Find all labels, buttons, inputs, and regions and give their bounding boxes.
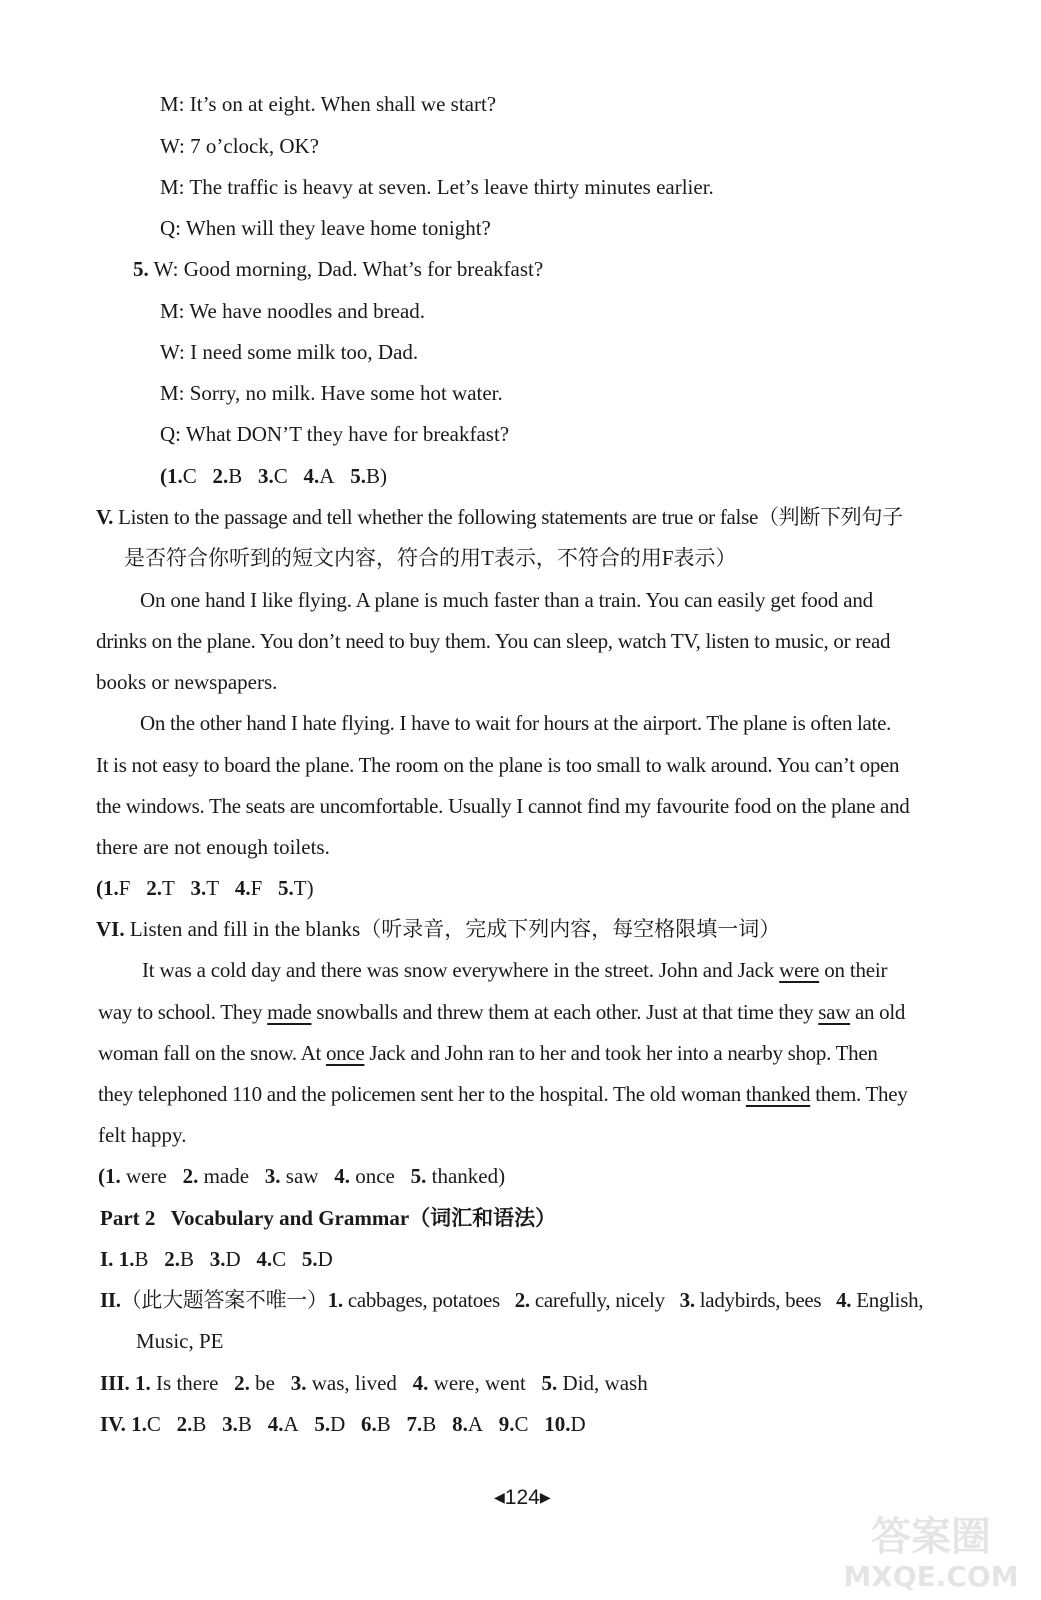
answer-number: 10.: [544, 1412, 571, 1436]
answer-value: Is there: [156, 1371, 219, 1395]
passage-line: the windows. The seats are uncomfortable. Usually I cannot find my favourite food on the plane and: [96, 794, 910, 818]
answer-number: 3.: [679, 1288, 695, 1312]
answer-value: A: [283, 1412, 299, 1436]
answer-number: 5.: [541, 1371, 558, 1395]
answer-value: thanked): [431, 1164, 506, 1188]
passage-line: drinks on the plane. You don’t need to buy them. You can sleep, watch TV, listen to music, or read: [96, 629, 891, 653]
filled-blank: made: [267, 1000, 312, 1024]
section-number: III.: [100, 1371, 130, 1395]
answer-number: 1.: [131, 1412, 147, 1436]
answer-value: D: [317, 1247, 333, 1271]
answer-value: made: [203, 1164, 250, 1188]
passage-line: On one hand I like flying. A plane is much faster than a train. You can easily get food and: [140, 588, 873, 612]
answer-value: T: [161, 876, 175, 900]
answer-number: 4.: [303, 464, 320, 488]
answer-number: 5.: [410, 1164, 427, 1188]
dialogue-line: W: I need some milk too, Dad.: [160, 340, 419, 364]
passage-line: It is not easy to board the plane. The room on the plane is too small to walk around. You can’t open: [96, 753, 900, 777]
passage-line: On the other hand I hate flying. I have to wait for hours at the airport. The plane is often late.: [140, 711, 892, 735]
answer-number: 6.: [361, 1412, 377, 1436]
answer-value: A: [319, 464, 335, 488]
answer-value: was, lived: [311, 1371, 397, 1395]
section-title-text: Listen to the passage and tell whether the following statements are true or false（判断下列句子: [118, 505, 903, 529]
answer-row-part2-ii-cont: Music, PE: [136, 1329, 224, 1353]
answer-number: 5.: [350, 464, 366, 488]
watermark-logo: [836, 1508, 1026, 1594]
section-title-text: Listen and fill in the blanks（听录音，完成下列内容，每空格限填一词）: [129, 917, 781, 941]
passage-text: woman fall on the snow. At: [98, 1041, 326, 1065]
answer-value: carefully, nicely: [534, 1288, 665, 1312]
answer-number: 4.: [234, 876, 251, 900]
answer-number: 8.: [452, 1412, 468, 1436]
section-number: IV.: [100, 1412, 126, 1436]
answer-value: ladybirds, bees: [699, 1288, 822, 1312]
filled-blank: thanked: [745, 1082, 811, 1106]
section-note: （此大题答案不唯一）: [120, 1288, 328, 1312]
dialogue-line: M: The traffic is heavy at seven. Let’s leave thirty minutes earlier.: [160, 175, 714, 199]
filled-blank: were: [779, 958, 820, 982]
answer-value: B: [376, 1412, 391, 1436]
passage-text: them. They: [810, 1082, 908, 1106]
answer-number: 4.: [334, 1164, 350, 1188]
answer-number: 3.: [290, 1371, 307, 1395]
dialogue-line: W: 7 o’clock, OK?: [160, 134, 319, 158]
passage-text: they telephoned 110 and the policemen sent her to the hospital. The old woman: [98, 1082, 746, 1106]
part-heading: Part 2 Vocabulary and Grammar（词汇和语法）: [100, 1206, 557, 1230]
dialogue-line: Q: What DON’T they have for breakfast?: [160, 422, 510, 446]
page-number: [494, 1486, 551, 1510]
answer-number: 3.: [222, 1412, 238, 1436]
passage-line: felt happy.: [98, 1123, 187, 1147]
dialogue-line: Q: When will they leave home tonight?: [160, 216, 491, 240]
passage-line: [98, 998, 905, 1026]
section-number: I.: [100, 1247, 114, 1271]
passage-line: [98, 1080, 907, 1108]
answer-number: 1.: [135, 1371, 151, 1395]
page-number-text: 124: [504, 1486, 540, 1509]
answer-value: B: [228, 464, 243, 488]
section-number: V.: [96, 505, 114, 529]
answer-number: 2.: [164, 1247, 180, 1271]
answer-value: F: [118, 876, 131, 900]
answer-value: C: [273, 464, 288, 488]
answer-number: (1.: [160, 464, 183, 488]
answer-value: D: [570, 1412, 586, 1436]
watermark-line2: MXQE.COM: [843, 1560, 1019, 1593]
section-number: VI.: [96, 917, 125, 941]
answer-number: 3.: [209, 1247, 226, 1271]
answer-value: B): [365, 464, 387, 488]
passage-text: It was a cold day and there was snow everywhere in the street. John and Jack: [142, 958, 780, 982]
answer-value: F: [250, 876, 263, 900]
answer-number: 2.: [176, 1412, 193, 1436]
answer-number: 9.: [498, 1412, 515, 1436]
answer-value: T: [206, 876, 220, 900]
answer-number: 4.: [412, 1371, 429, 1395]
answer-number: 1.: [327, 1288, 343, 1312]
answer-row-iv: [160, 462, 387, 490]
filled-blank: once: [325, 1041, 365, 1065]
answer-value: B: [179, 1247, 194, 1271]
answer-value: B: [192, 1412, 207, 1436]
answer-value: A: [467, 1412, 483, 1436]
dialogue-line: W: Good morning, Dad. What’s for breakfast?: [153, 257, 544, 281]
answer-number: 3.: [190, 876, 207, 900]
answer-value: B: [237, 1412, 252, 1436]
answer-value: C: [182, 464, 197, 488]
answer-value: were, went: [433, 1371, 526, 1395]
answer-number: (1.: [98, 1164, 121, 1188]
passage-line: there are not enough toilets.: [96, 835, 330, 859]
answer-number: 4.: [267, 1412, 284, 1436]
answer-value: cabbages, potatoes: [347, 1288, 500, 1312]
answer-value: B: [422, 1412, 437, 1436]
answer-value: once: [355, 1164, 395, 1188]
passage-text: way to school. They: [98, 1000, 268, 1024]
dialogue-line: M: We have noodles and bread.: [160, 299, 426, 323]
dialogue-5-first-line: [133, 255, 543, 283]
passage-text: Jack and John ran to her and took her into a nearby shop. Then: [364, 1041, 878, 1065]
section-vi-title: [96, 915, 780, 943]
answer-row-part2-iii: [100, 1369, 648, 1397]
answer-number: (1.: [96, 876, 119, 900]
answer-number: 3.: [258, 464, 274, 488]
answer-number: 4.: [256, 1247, 273, 1271]
answer-value: saw: [285, 1164, 319, 1188]
watermark-line1: 答案圈: [871, 1514, 991, 1560]
item-number: 5.: [133, 257, 149, 281]
answer-value: D: [330, 1412, 346, 1436]
answer-number: 2.: [182, 1164, 199, 1188]
answer-number: 1.: [118, 1247, 135, 1271]
answer-number: 2.: [146, 876, 162, 900]
passage-text: snowballs and threw them at each other. Just at that time they: [311, 1000, 819, 1024]
answer-value: T): [293, 876, 314, 900]
section-v-title: [96, 503, 903, 531]
answer-value: D: [225, 1247, 241, 1271]
answer-number: 2.: [212, 464, 229, 488]
answer-row-vi: [98, 1162, 505, 1190]
answer-row-part2-ii: [100, 1286, 923, 1314]
passage-line: [142, 956, 887, 984]
dialogue-line: M: It’s on at eight. When shall we start?: [160, 92, 497, 116]
answer-number: 2.: [514, 1288, 530, 1312]
answer-value: C: [146, 1412, 161, 1436]
answer-number: 5.: [301, 1247, 318, 1271]
answer-row-part2-iv: [100, 1410, 586, 1438]
answer-number: 5.: [314, 1412, 331, 1436]
section-v-title-cont: 是否符合你听到的短文内容，符合的用T表示，不符合的用F表示）: [124, 546, 737, 570]
filled-blank: saw: [818, 1000, 851, 1024]
answer-value: C: [272, 1247, 287, 1271]
answer-value: were: [126, 1164, 167, 1188]
answer-value: Did, wash: [562, 1371, 648, 1395]
passage-text: an old: [850, 1000, 906, 1024]
answer-number: 5.: [278, 876, 294, 900]
passage-line: [98, 1039, 878, 1067]
passage-line: books or newspapers.: [96, 670, 278, 694]
answer-number: 3.: [264, 1164, 281, 1188]
passage-text: on their: [819, 958, 888, 982]
answer-row-v: [96, 874, 314, 902]
triangle-right-icon: ▶: [539, 1489, 551, 1505]
triangle-left-icon: ◀: [494, 1489, 505, 1505]
answer-row-part2-i: [100, 1245, 333, 1273]
section-number: II.: [100, 1288, 121, 1312]
answer-number: 2.: [234, 1371, 250, 1395]
answer-value: C: [514, 1412, 529, 1436]
answer-value: English,: [856, 1288, 924, 1312]
answer-value: be: [255, 1371, 275, 1395]
answer-number: 7.: [406, 1412, 423, 1436]
answer-value: B: [134, 1247, 149, 1271]
answer-number: 4.: [836, 1288, 852, 1312]
dialogue-line: M: Sorry, no milk. Have some hot water.: [160, 381, 503, 405]
